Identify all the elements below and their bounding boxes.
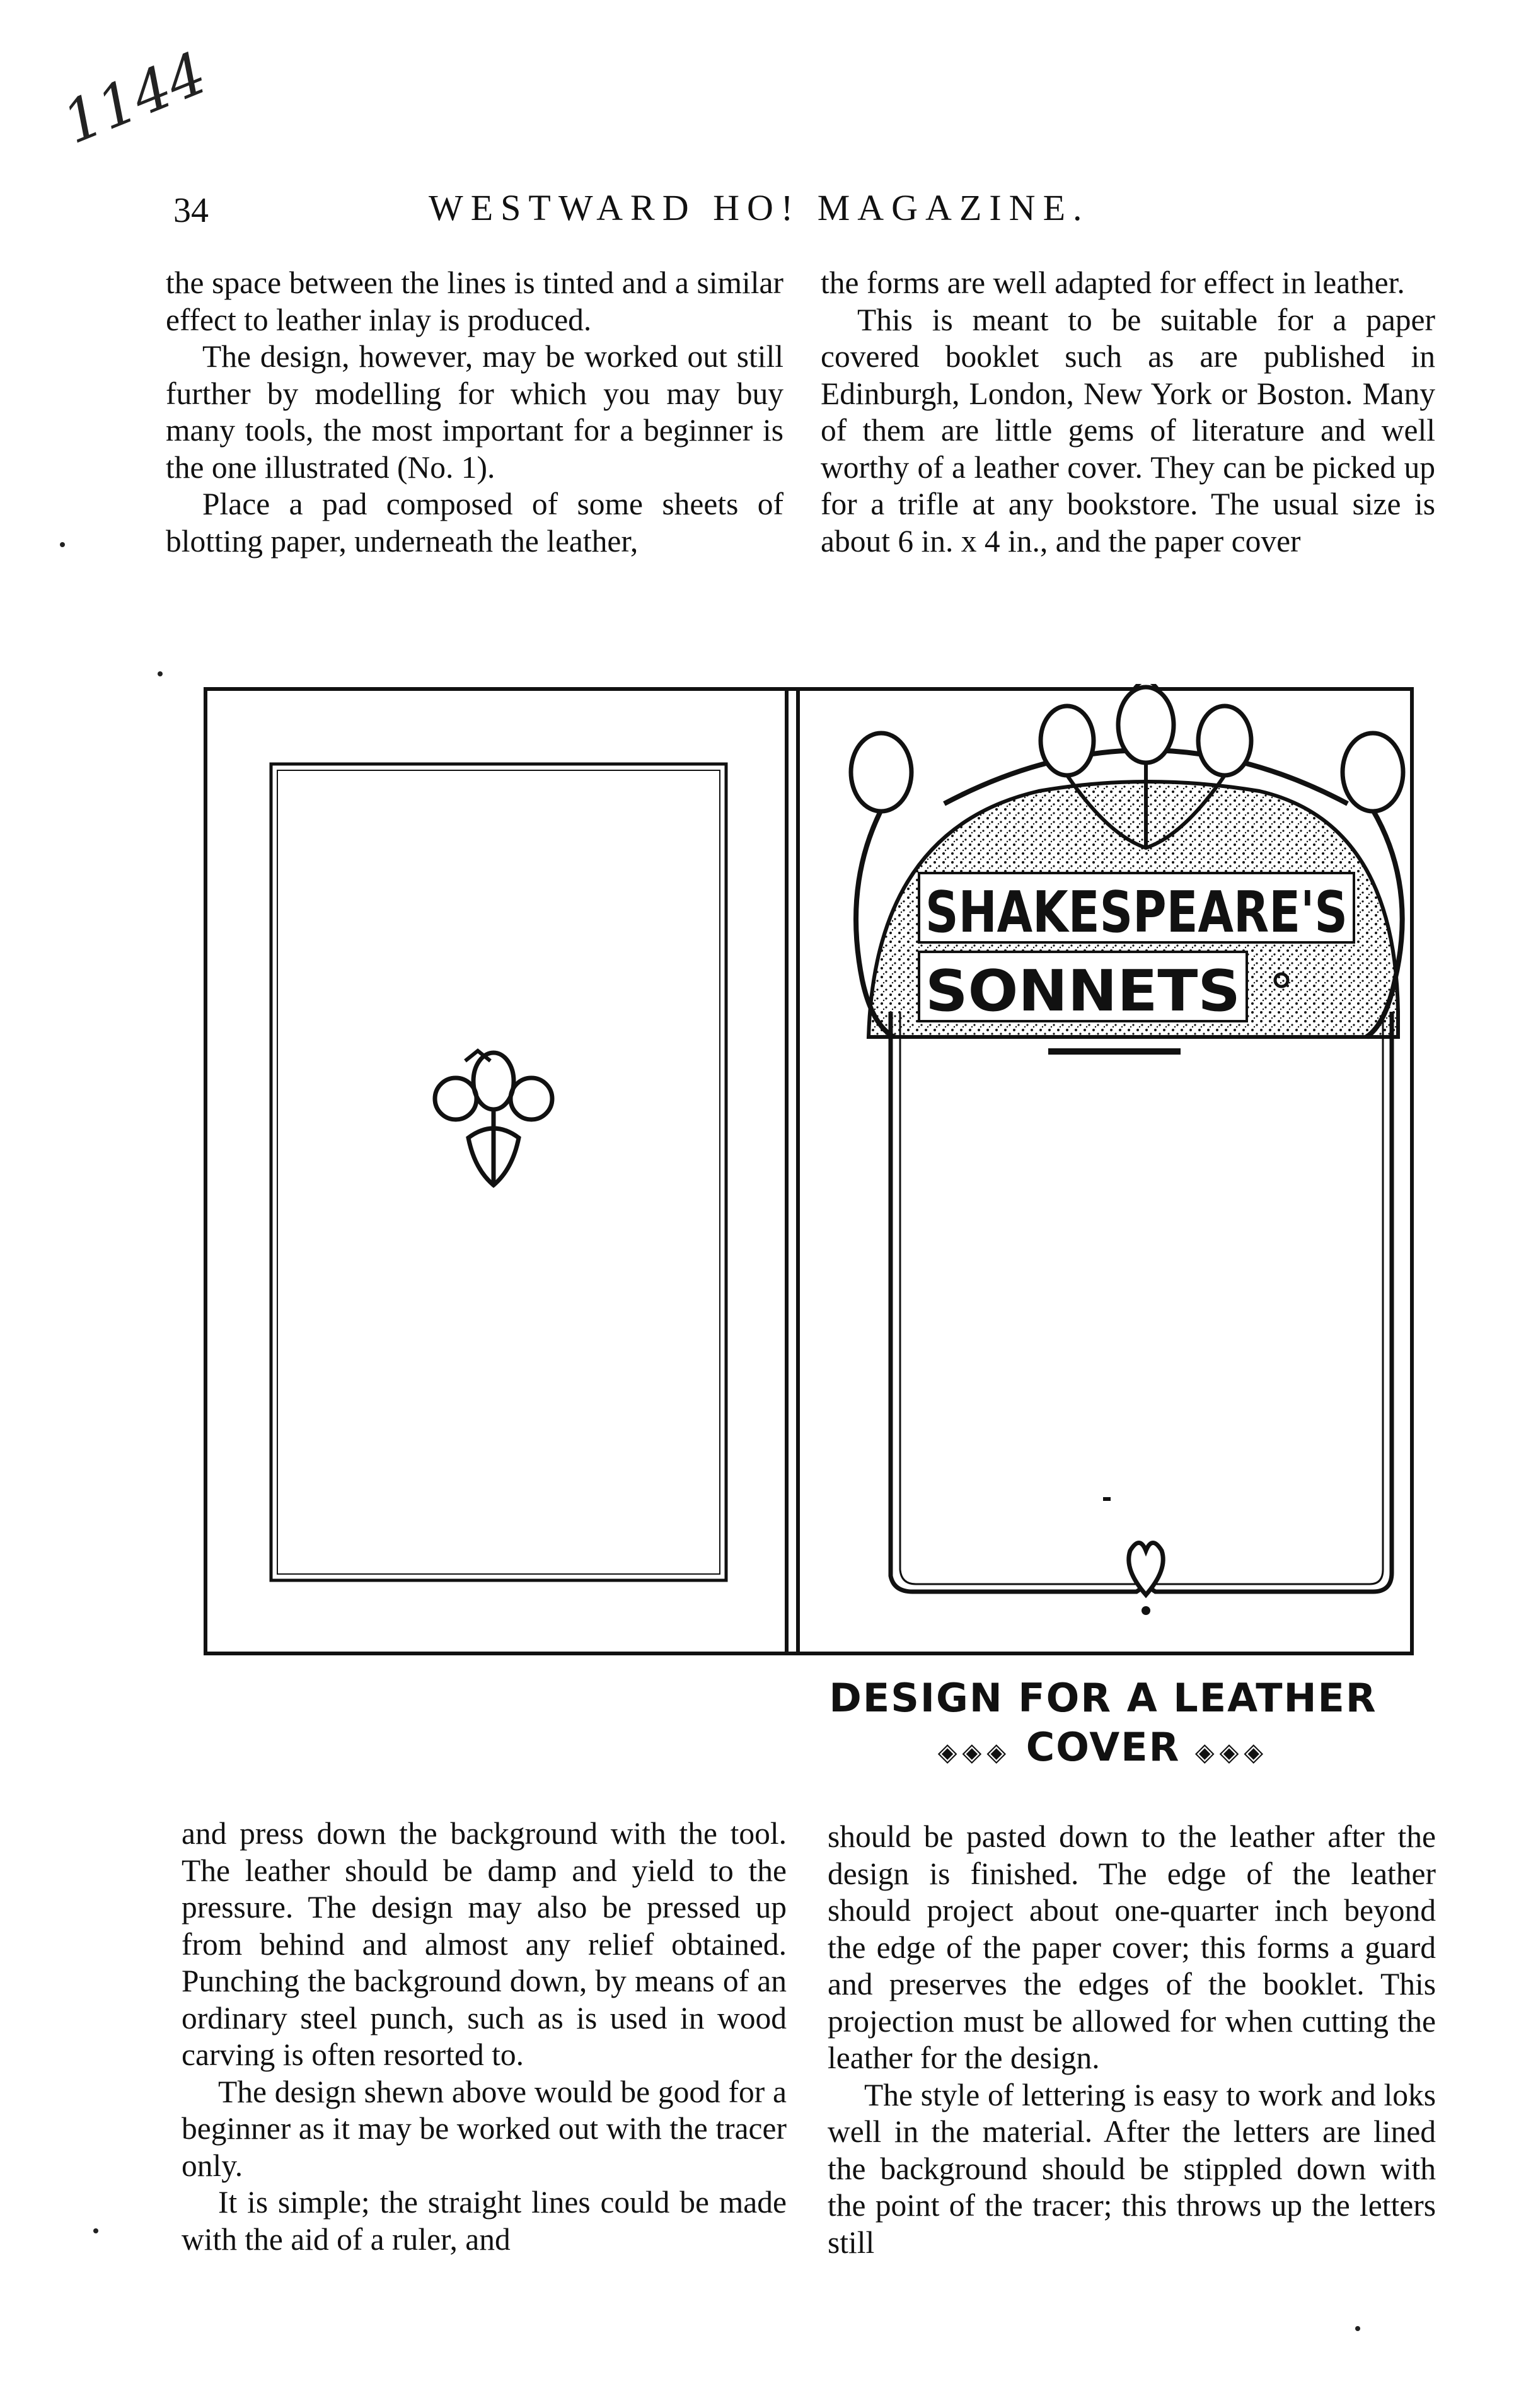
front-cover-design [851, 684, 1403, 1615]
paragraph: The design, however, may be worked out still further by modelling for which you may buy many tools, the most important for a beginner is the one illustrated (No. 1). [166, 339, 783, 485]
paragraph: the forms are well adapted for effect in leather. [821, 265, 1405, 300]
leather-cover-illustration [200, 684, 1417, 1661]
paragraph: Place a pad composed of some sheets of blotting paper, underneath the leather, [166, 487, 783, 559]
cover-title-line2: SONNETS [925, 958, 1240, 1024]
paragraph: The design shewn above would be good for a beginner as it may be worked out with the tracer only. [182, 2074, 787, 2183]
column-top-right [821, 265, 1435, 560]
column-bottom-right [828, 1819, 1436, 2261]
scan-speck [1355, 2326, 1360, 2331]
column-bottom-left [182, 1815, 787, 2258]
paragraph: The style of lettering is easy to work and loks well in the material. After the letters are lined the background should be stippled down with the point of the tracer; this throws up the letters still [828, 2077, 1436, 2260]
caption-ornament: ◈◈◈ [937, 1738, 1012, 1767]
cover-title-line1: SHAKESPEARE'S [925, 879, 1348, 946]
tulip-ornament-icon [435, 1053, 552, 1185]
heart-ornament-icon [1129, 1543, 1163, 1595]
paragraph: the space between the lines is tinted and a similar effect to leather inlay is produced. [166, 265, 783, 337]
caption-ornament: ◈◈◈ [1194, 1738, 1269, 1767]
front-panel-border [891, 1012, 1392, 1592]
page-number: 34 [173, 191, 209, 230]
caption-line2: COVER [1026, 1724, 1181, 1770]
paragraph: and press down the background with the tool. The leather should be damp and yield to the pressure. The design may also be pressed up from behind and almost any relief obtained. Punching the background down, by means of an ordinary steel punch, such as is used in wood carving is often resorted to. [182, 1816, 787, 2072]
back-cover-border [271, 764, 726, 1580]
paragraph: It is simple; the straight lines could be made with the aid of a ruler, and [182, 2185, 787, 2257]
scan-speck [60, 542, 65, 547]
caption-line2-row [819, 1723, 1387, 1777]
caption-line1: DESIGN FOR A LEATHER [829, 1675, 1377, 1721]
paragraph: This is meant to be suitable for a paper covered booklet such as are published in Edinburgh, London, New York or Boston. Many of them are little gems of literature and well worthy of a leather cover. They can be picked up for a trifle at any bookstore. The usual size is about 6 in. x 4 in., and the paper cover [821, 302, 1435, 559]
illustration-caption [819, 1674, 1387, 1777]
margin-handwritten-number: 1144 [54, 39, 216, 158]
scan-speck [93, 2228, 98, 2233]
column-top-left [166, 265, 783, 560]
paragraph: should be pasted down to the leather after the design is finished. The edge of the leather should project about one-quarter inch beyond the edge of the paper cover; this forms a guard and preserves the edges of the booklet. This projection must be allowed for when cutting the leather for the design. [828, 1819, 1436, 2075]
scan-speck [158, 671, 163, 676]
running-head: WESTWARD HO! MAGAZINE. [429, 187, 1090, 228]
